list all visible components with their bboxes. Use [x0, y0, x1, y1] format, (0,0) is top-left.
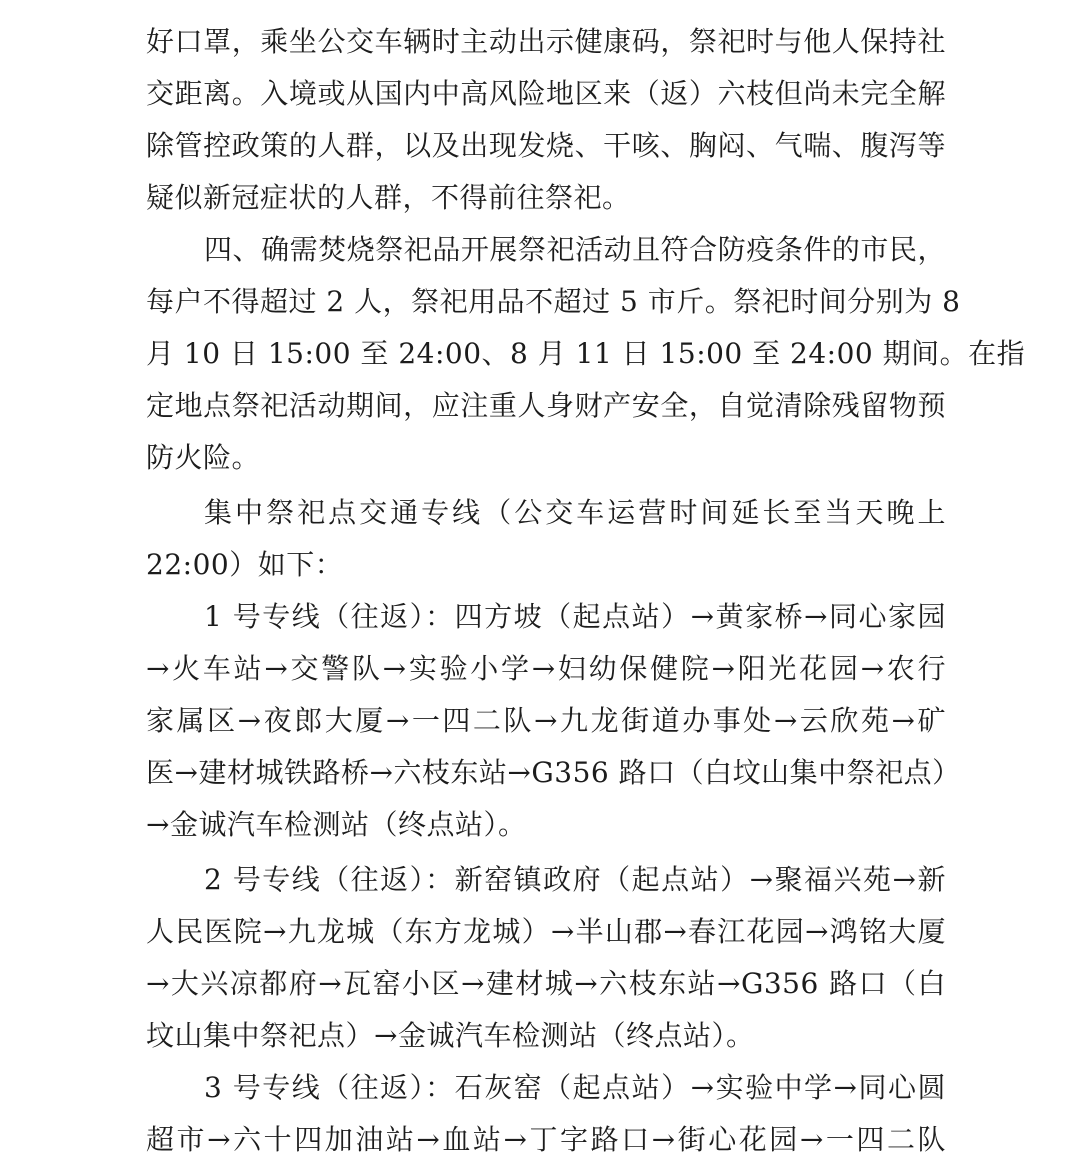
text-line: 22:00）如下： — [146, 548, 344, 581]
text-line: 坟山集中祭祀点）→金诚汽车检测站（终点站）。 — [146, 1019, 755, 1052]
text-line: →金诚汽车检测站（终点站）。 — [146, 808, 527, 841]
section-four-first-line: 四、确需焚烧祭祀品开展祭祀活动且符合防疫条件的市民， — [204, 233, 946, 266]
text-line: →火车站→交警队→实验小学→妇幼保健院→阳光花园→农行 — [146, 652, 946, 685]
text-line: 除管控政策的人群，以及出现发烧、干咳、胸闷、气喘、腹泻等 — [146, 129, 946, 162]
text-line: 交距离。入境或从国内中高风险地区来（返）六枝但尚未完全解 — [146, 77, 946, 110]
transit-intro-line: 集中祭祀点交通专线（公交车运营时间延长至当天晚上 — [204, 496, 946, 529]
text-line: 人民医院→九龙城（东方龙城）→半山郡→春江花园→鸿铭大厦 — [146, 915, 946, 948]
text-line: 好口罩，乘坐公交车辆时主动出示健康码，祭祀时与他人保持社 — [146, 25, 946, 58]
text-line: 家属区→夜郎大厦→一四二队→九龙街道办事处→云欣苑→矿 — [146, 704, 946, 737]
text-line: 月 10 日 15:00 至 24:00、8 月 11 日 15:00 至 24:00 期间。在指 — [146, 337, 1026, 370]
text-line: 医→建材城铁路桥→六枝东站→G356 路口（白坟山集中祭祀点） — [146, 756, 961, 789]
text-line: 超市→六十四加油站→血站→丁字路口→街心花园→一四二队 — [146, 1123, 946, 1156]
text-line: 每户不得超过 2 人，祭祀用品不超过 5 市斤。祭祀时间分别为 8 — [146, 285, 961, 318]
text-line: →大兴凉都府→瓦窑小区→建材城→六枝东站→G356 路口（白 — [146, 967, 946, 1000]
text-line: 防火险。 — [146, 441, 261, 474]
text-line: 定地点祭祀活动期间，应注重人身财产安全，自觉清除残留物预 — [146, 389, 946, 422]
route-1-first-line: 1 号专线（往返）：四方坡（起点站）→黄家桥→同心家园 — [204, 600, 946, 633]
text-line: 疑似新冠症状的人群，不得前往祭祀。 — [146, 181, 631, 214]
route-2-first-line: 2 号专线（往返）：新窑镇政府（起点站）→聚福兴苑→新 — [204, 863, 946, 896]
route-3-first-line: 3 号专线（往返）：石灰窑（起点站）→实验中学→同心圆 — [204, 1071, 946, 1104]
